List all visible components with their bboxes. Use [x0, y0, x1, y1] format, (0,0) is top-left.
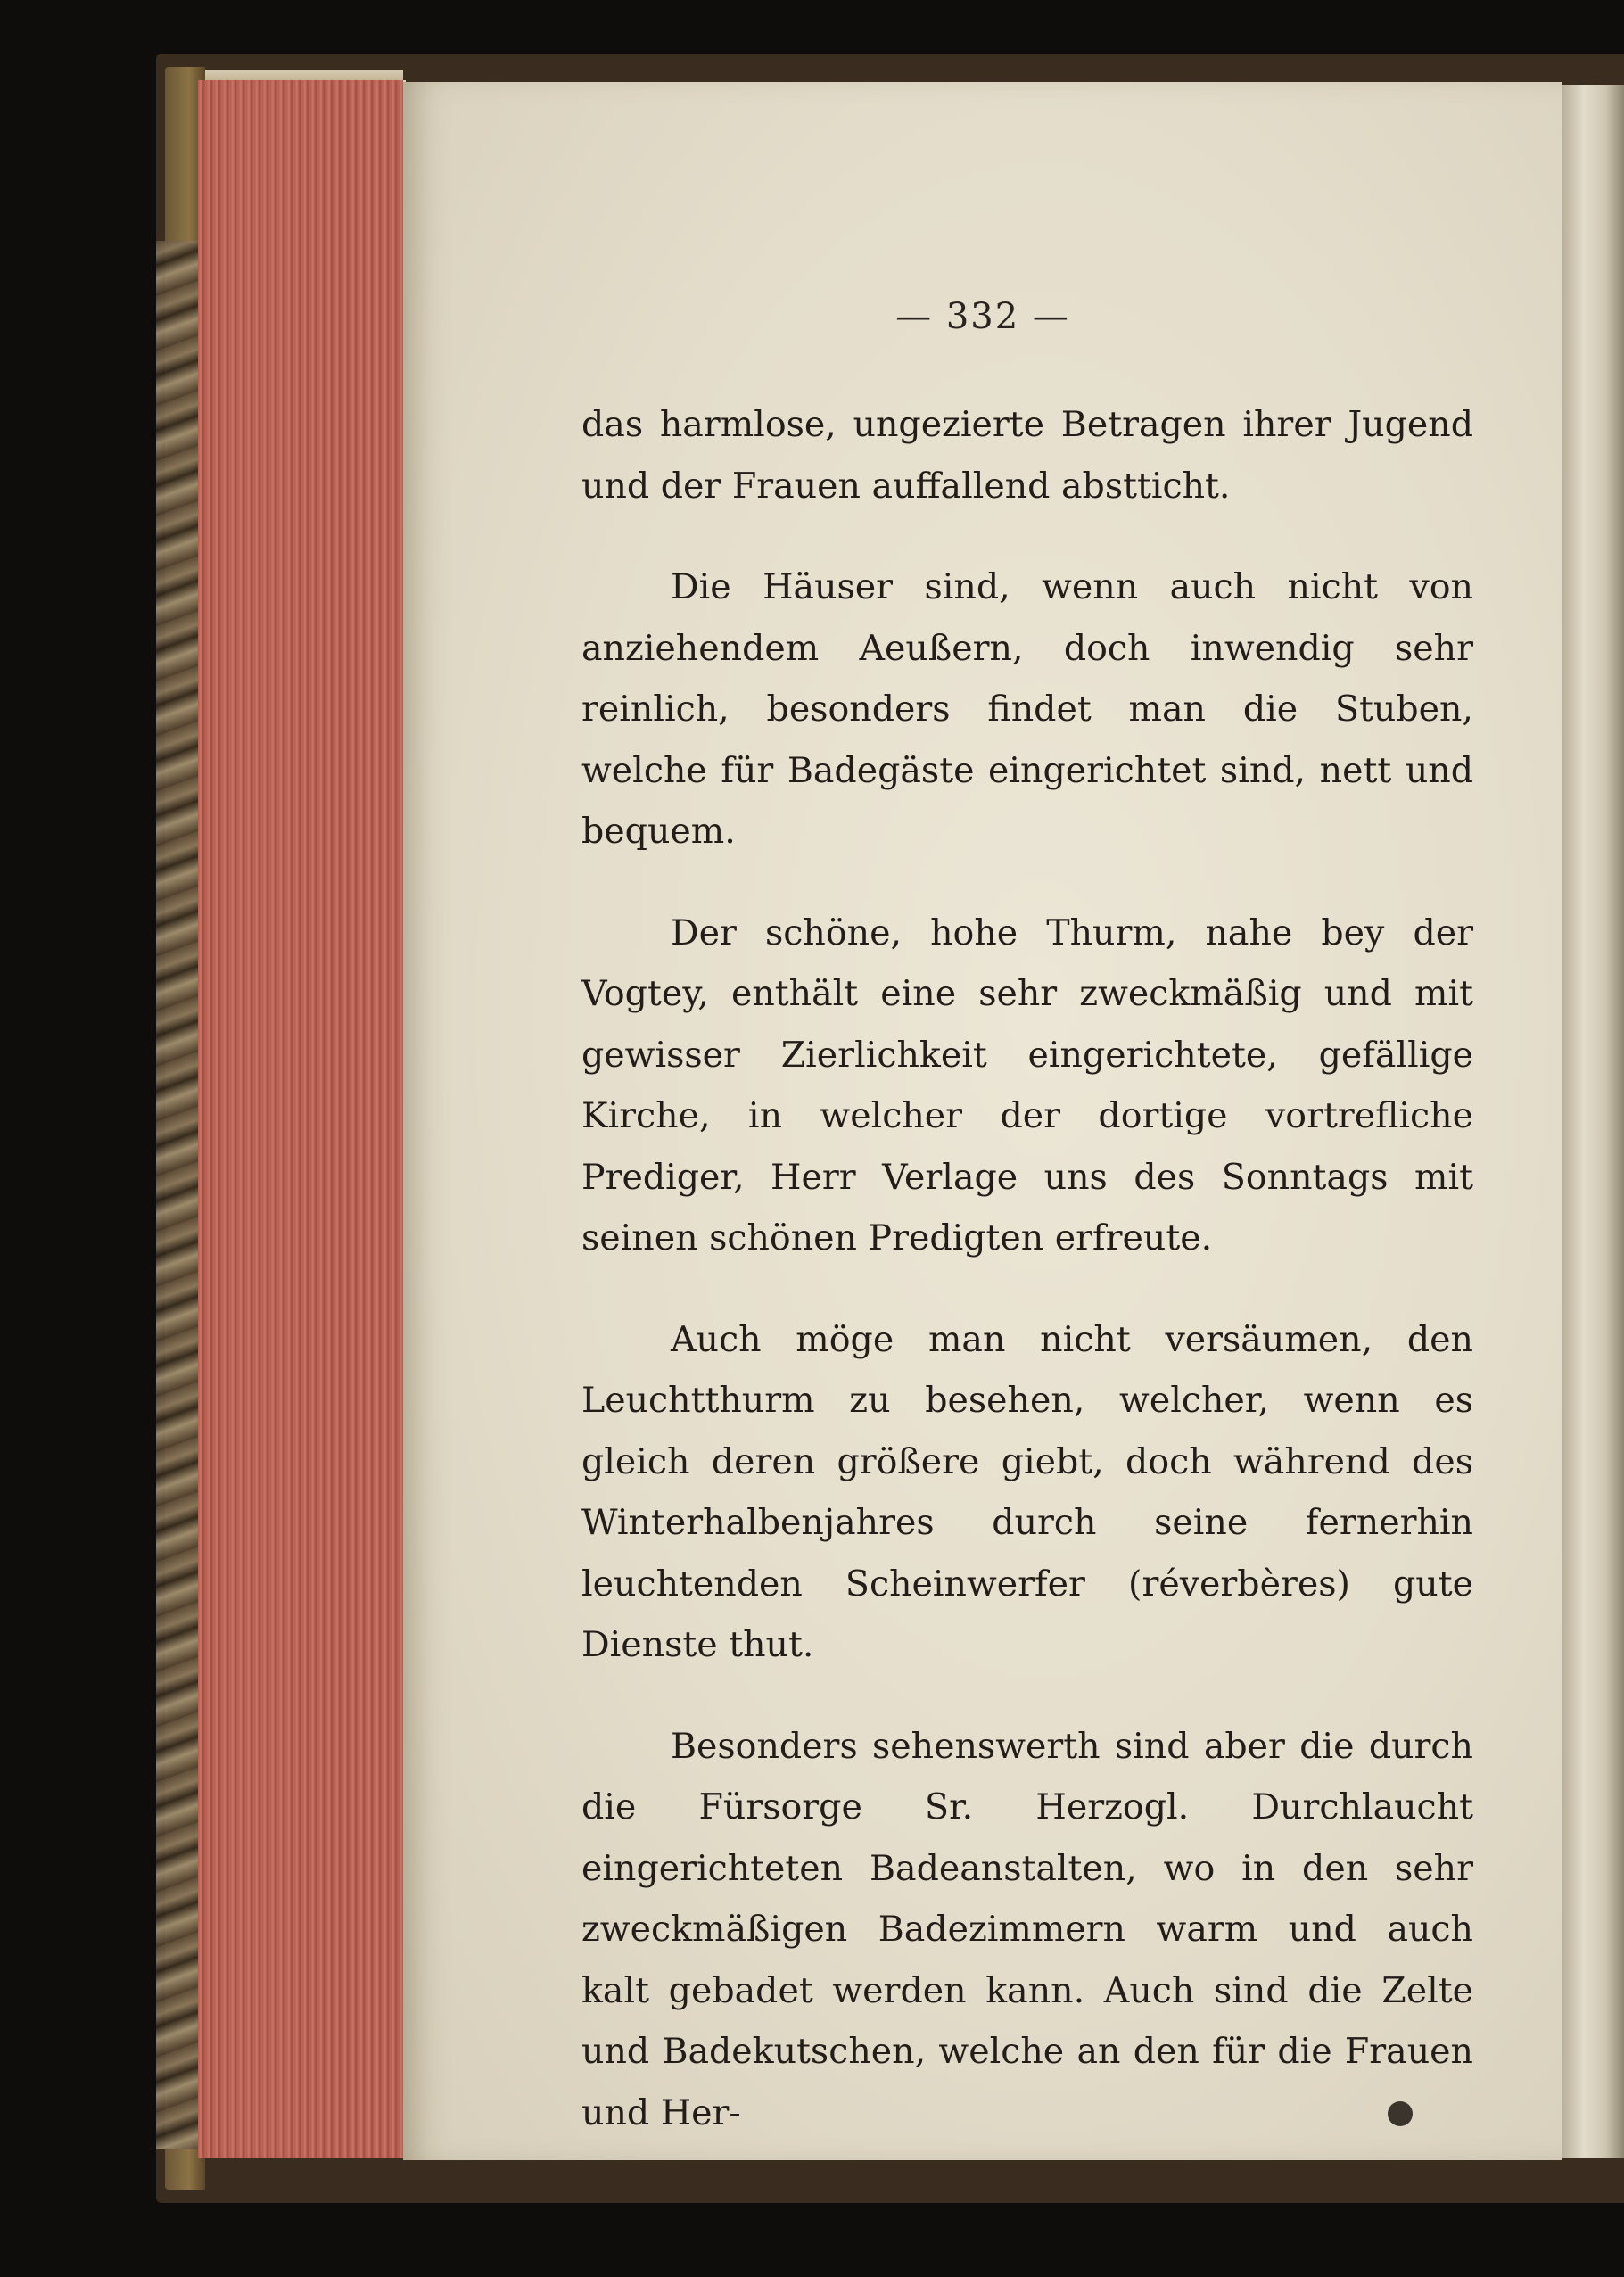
- ink-dot: [1388, 2101, 1413, 2126]
- next-page-fold: [1562, 85, 1624, 2158]
- page-text: [581, 394, 1473, 2183]
- paragraph-2: Die Häuser sind, wenn auch nicht von anziehendem Aeußern, doch inwendig sehr reinlich, besonders findet man die Stuben, welche für Badegäste eingerichtet sind, nett und bequem.: [581, 566, 1473, 852]
- paragraph-1: das harmlose, ungezierte Betragen ihrer Jugend und der Frauen auffallend abstticht.: [581, 404, 1473, 507]
- book-page: [403, 82, 1562, 2160]
- page-edges-red: [198, 80, 406, 2158]
- paragraph-4: Auch möge man nicht versäumen, den Leuchtthurm zu besehen, welcher, wenn es gleich deren größere giebt, doch während des Winterhalbenjahres durch seine fernerhin leuchtenden Scheinwerfer (réverbères) gute Dienste thut.: [581, 1318, 1473, 1665]
- page-number: — 332 —: [895, 296, 1070, 337]
- paragraph-5: Besonders sehenswerth sind aber die durch die Fürsorge Sr. Herzogl. Durchlaucht eingerichteten Badeanstalten, wo in den sehr zweckmäßigen Badezimmern warm und auch kalt gebadet werden kann. Auch sind die Zelte und Badekutschen, welche an den für die Frauen und Her-: [581, 1725, 1473, 2133]
- paragraph-3: Der schöne, hohe Thurm, nahe bey der Vogtey, enthält eine sehr zweckmäßig und mit gewisser Zierlichkeit eingerichtete, gefällige Kirche, in welcher der dortige vortrefliche Prediger, Herr Verlage uns des Sonntags mit seinen schönen Predigten erfreute.: [581, 912, 1473, 1258]
